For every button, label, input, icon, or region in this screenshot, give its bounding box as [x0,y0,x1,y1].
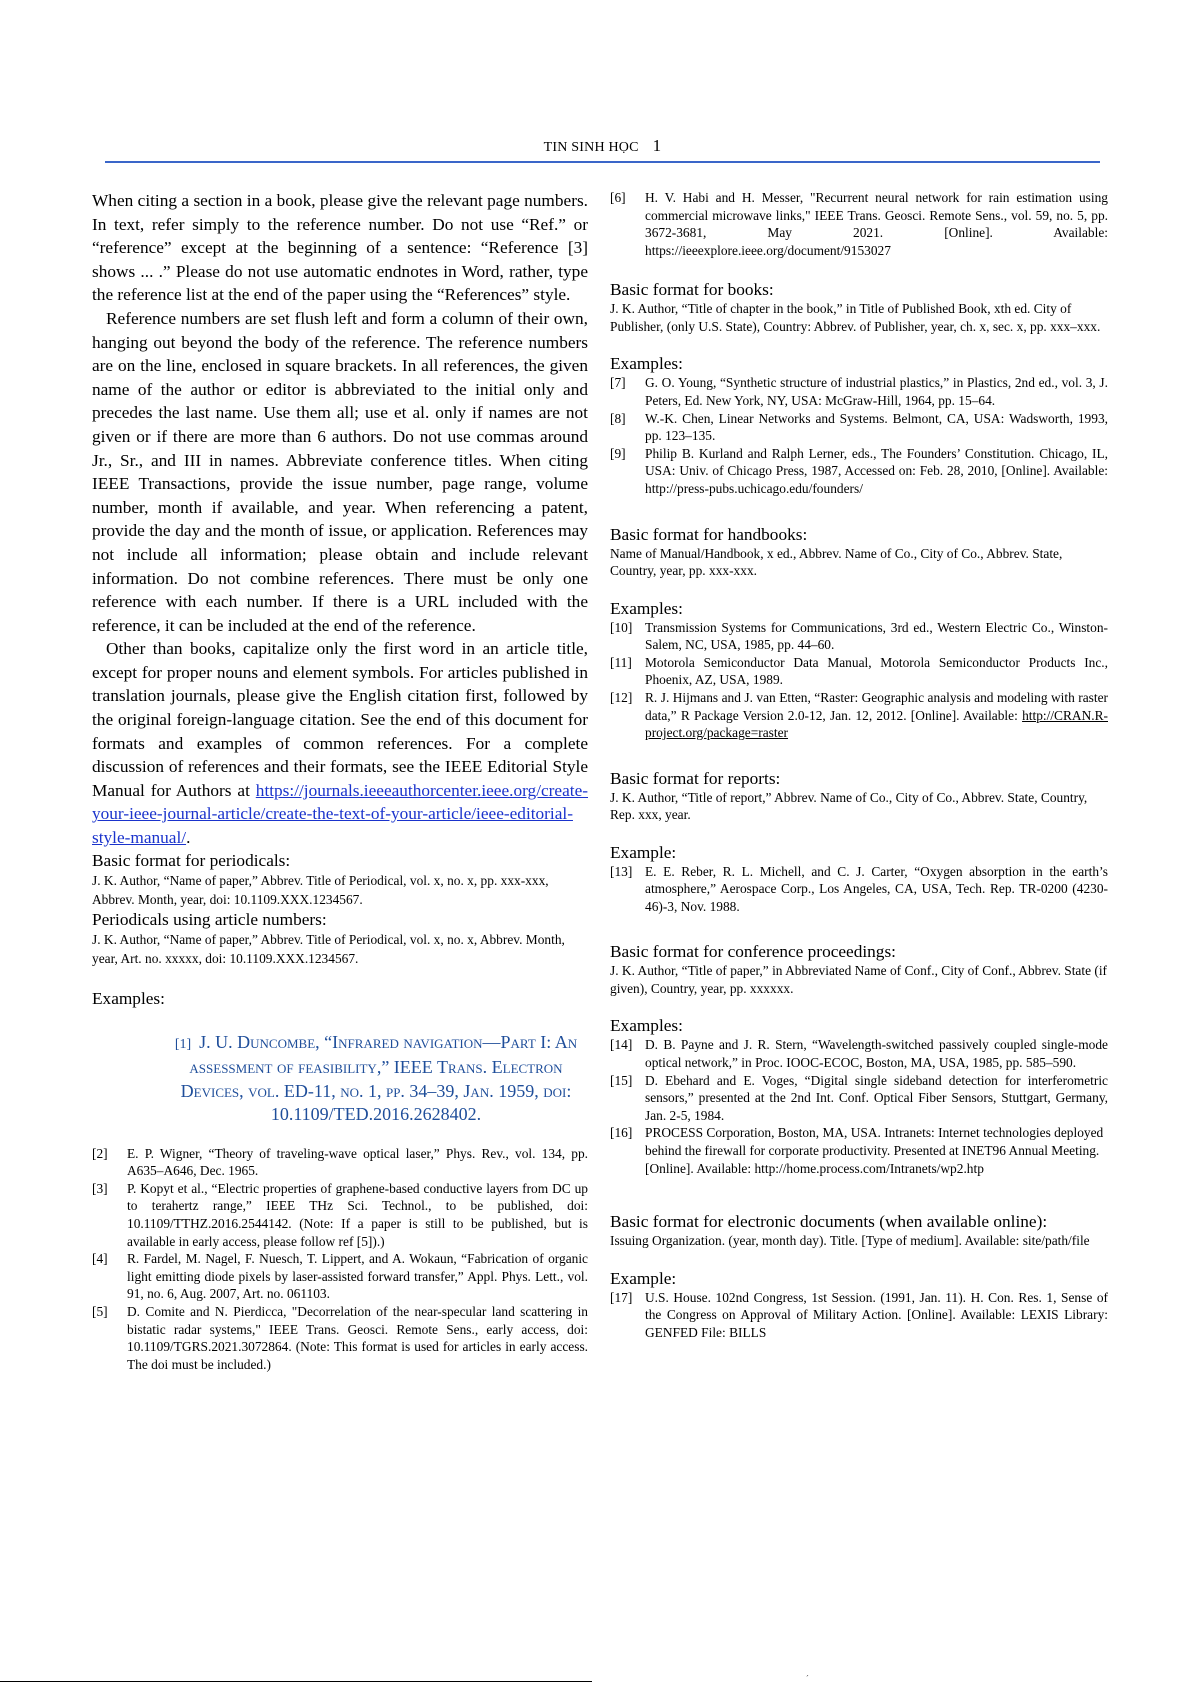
books-format: J. K. Author, “Title of chapter in the book,” in Title of Published Book, xth ed. City of Publisher, (only U.S. State), Country: Abbrev. of Publisher, year, ch. x, sec. x, pp. xxx–xxx. [610,301,1101,334]
ref-text: E. P. Wigner, “Theory of traveling-wave optical laser,” Phys. Rev., vol. 134, pp. A635–A646, Dec. 1965. [127,1145,588,1179]
reference-item [610,1072,1108,1125]
periodical-reference-list [92,1145,588,1374]
ref-number: [13] [610,863,633,879]
ref-text: Motorola Semiconductor Data Manual, Motorola Semiconductor Products Inc., Phoenix, AZ, USA, 1989. [645,654,1108,688]
running-header [105,136,1100,156]
book-reference-list [610,374,1108,497]
reports-example-heading: Example: [610,842,677,862]
body-paragraph-3 [92,637,588,849]
ref-text: W.-K. Chen, Linear Networks and Systems. Belmont, CA, USA: Wadsworth, 1993, pp. 123–135. [645,410,1108,444]
reference-list-continued [610,189,1108,259]
electronic-documents-example-heading: Example: [610,1268,677,1288]
journal-title: TIN SINH HỌC [543,140,639,155]
reference-item [610,689,1108,742]
ref-number: [8] [610,410,626,426]
article-numbers-heading: Periodicals using article numbers: [92,909,327,929]
ref-text: D. B. Payne and J. R. Stern, “Wavelength-switched passively coupled single-mode optical network,” in Proc. IOOC-ECOC, Boston, MA, USA, 1985, pp. 585–590. [645,1037,1108,1071]
ref-text: H. V. Habi and H. Messer, "Recurrent neural network for rain estimation using commercial microwave links," IEEE Trans. Geosci. Remote Sens., vol. 59, no. 5, pp. 3672-3681, May 2021. [Online]. Available: https://ieeexplore.ieee.org/document/9153027 [645,190,1108,258]
report-reference-list [610,863,1108,916]
periodicals-heading: Basic format for periodicals: [92,850,291,870]
periodicals-examples-heading: Examples: [92,988,165,1008]
ref-number: [4] [92,1251,108,1267]
conference-format: J. K. Author, “Title of paper,” in Abbreviated Name of Conf., City of Conf., Abbrev. State (if given), Country, year, pp. xxxxxx. [610,963,1108,996]
reference-item [610,654,1108,689]
reference-item [610,1289,1108,1342]
reference-item [610,1124,1108,1177]
reference-item [610,445,1108,498]
ref-number: [10] [610,619,633,635]
reports-heading: Basic format for reports: [610,768,781,788]
ref-text: J. U. Duncombe, “Infrared navigation—Part I: An assessment of feasibility,” IEEE Trans. Electron Devices, vol. ED-11, no. 1, pp. 34–39, Jan. 1959, doi: 10.1109/TED.2016.2628402. [180,1031,578,1125]
reference-item [610,1036,1108,1071]
handbooks-heading: Basic format for handbooks: [610,524,808,544]
ref-number: [16] [610,1125,633,1141]
body-paragraph-1: When citing a section in a book, please give the relevant page numbers. In text, refer simply to the reference number. Do not use “Ref.” or “reference” except at the beginning of a sentence: “Reference [3] shows ... .” Please do not use automatic endnotes in Word, rather, type the reference list at the end of the paper using the “References” style. [92,191,588,305]
handbooks-examples-heading: Examples: [610,598,683,618]
books-examples-heading: Examples: [610,354,683,374]
ref-text: G. O. Young, “Synthetic structure of industrial plastics,” in Plastics, 2nd ed., vol. 3, J. Peters, Ed. New York, NY, USA: McGraw-Hill, 1964, pp. 15–64. [645,375,1108,408]
ref-text: PROCESS Corporation, Boston, MA, USA. Intranets: Internet technologies deployed behind the firewall for corporate productivity. Presented at INET96 Annual Meeting. [Online]. Available: http://home.process.com/Intranets/wp2.htp [645,1125,1104,1176]
footer-tick-mark: ˊ [806,1674,809,1683]
ref-number: [6] [610,190,626,205]
right-column [610,189,1108,1342]
ieee-style-manual-link[interactable]: https://journals.ieeeauthorcenter.ieee.org/create-your-ieee-journal-article/create-the-text-of-your-article/ieee-editorial-style-manual/ [92,780,588,848]
conference-heading: Basic format for conference proceedings: [610,942,896,962]
footer-rule [0,1681,592,1682]
ref-number: [11] [610,654,632,670]
electronic-reference-list [610,1289,1108,1342]
ref-text: U.S. House. 102nd Congress, 1st Session. (1991, Jan. 11). H. Con. Res. 1, Sense of the Congress on Approval of Military Action. [Online]. Available: LEXIS Library: GENFED File: BILLS [645,1289,1108,1340]
reference-item [610,410,1108,445]
ref-number: [9] [610,445,626,461]
ref-number: [5] [92,1303,108,1319]
ref-number: [7] [610,375,626,391]
reference-item [92,1145,588,1180]
ref-number: [1] [174,1036,192,1052]
ref-text: P. Kopyt et al., “Electric properties of graphene-based conductive layers from DC up to terahertz range,” IEEE THz Sci. Technol., to be published, doi: 10.1109/TTHZ.2016.2544142. (Note: If a paper is still to be published, but is available in early access, please follow ref [5]).) [127,1180,588,1249]
conference-reference-list [610,1036,1108,1177]
ref-text: R. J. Hijmans and J. van Etten, “Raster: Geographic analysis and modeling with raster data,” R Package Version 2.0-12, Jan. 12, 2012. [Online]. Available: [645,689,1108,723]
handbook-reference-list [610,619,1108,742]
ref-text: Transmission Systems for Communications, 3rd ed., Western Electric Co., Winston-Salem, NC, USA, 1985, pp. 44–60. [645,619,1108,653]
ref-text: Philip B. Kurland and Ralph Lerner, eds., The Founders’ Constitution. Chicago, IL, USA: Univ. of Chicago Press, 1987, Accessed on: Feb. 28, 2010, [Online]. Available: http://press-pubs.uchicago.edu/founders/ [645,445,1108,496]
periodicals-format: J. K. Author, “Name of paper,” Abbrev. Title of Periodical, vol. x, no. x, pp. xxx-xxx, Abbrev. Month, year, doi: 10.1109.XXX.1234567. [92,872,549,907]
left-column [92,189,588,1373]
ref-number: [3] [92,1180,108,1196]
reference-item [92,1180,588,1250]
body-paragraph-2: Reference numbers are set flush left and form a column of their own, hanging out beyond the body of the reference. The reference numbers are on the line, enclosed in square brackets. In all references, the given name of the author or editor is abbreviated to the initial only and precedes the last name. Use them all; use et al. only if names are not given or if there are more than 6 authors. Do not use commas around Jr., Sr., and III in names. Abbreviate conference titles. When citing IEEE Transactions, provide the issue number, page range, volume number, month if available, and year. When referencing a patent, provide the day and the month of issue, or application. References may not include all information; please obtain and include relevant information. Do not combine references. There must be only one reference with each number. If there is a URL included with the reference, it can be included at the end of the reference. [92,308,588,635]
electronic-documents-heading: Basic format for electronic documents (when available online): [610,1212,1048,1232]
reference-item [92,1303,588,1373]
ref-number: [17] [610,1289,633,1305]
body-paragraph-3-text: Other than books, capitalize only the first word in an article title, except for proper nouns and element symbols. For articles published in translation journals, please give the English citation first, followed by the original foreign-language citation. See the end of this document for formats and examples of common references. For a complete discussion of references and their formats, see the IEEE Editorial Style Manual for Authors at [92,639,588,800]
reference-item [610,863,1108,916]
ref-text: D. Ebehard and E. Voges, “Digital single sideband detection for interferometric sensors,” presented at the 2nd Int. Conf. Optical Fiber Sensors, Stuttgart, Germany, Jan. 2-5, 1984. [645,1072,1108,1123]
ref-text: D. Comite and N. Pierdicca, "Decorrelation of the near-specular land scattering in bistatic radar systems," IEEE Trans. Geosci. Remote Sens., early access, doi: 10.1109/TGRS.2021.3072864. (Note: This format is used for articles in early access. The doi must be included.) [127,1303,588,1372]
reference-item [610,374,1108,409]
reference-item [92,1250,588,1303]
page-number: 1 [652,136,662,155]
reports-format: J. K. Author, “Title of report,” Abbrev. Name of Co., City of Co., Abbrev. State, Country, Rep. xxx, year. [610,789,1088,823]
reference-item [610,189,1108,259]
ref-number: [15] [610,1072,633,1088]
books-heading: Basic format for books: [610,280,774,300]
article-numbers-format: J. K. Author, “Name of paper,” Abbrev. Title of Periodical, vol. x, no. x, Abbrev. Month, year, Art. no. xxxxx, doi: 10.1109.XXX.1234567. [92,931,565,966]
header-rule [105,161,1100,163]
featured-reference-1 [92,1031,588,1127]
handbooks-format: Name of Manual/Handbook, x ed., Abbrev. Name of Co., City of Co., Abbrev. State, Country, year, pp. xxx-xxx. [610,545,1063,579]
cran-raster-link[interactable]: http://CRAN.R-project.org/package=raster [645,707,1108,741]
ref-number: [14] [610,1037,633,1053]
reference-item [610,619,1108,654]
ref-number: [2] [92,1145,108,1161]
ref-text: E. E. Reber, R. L. Michell, and C. J. Carter, “Oxygen absorption in the earth’s atmosphere,” Aerospace Corp., Los Angeles, CA, USA, Tech. Rep. TR-0200 (4230-46)-3, Nov. 1988. [645,863,1108,914]
conference-examples-heading: Examples: [610,1016,683,1036]
electronic-documents-format: Issuing Organization. (year, month day). Title. [Type of medium]. Available: site/path/file [610,1233,1090,1249]
ref-number: [12] [610,689,633,705]
body-paragraph-3-end: . [186,828,191,848]
ref-text: R. Fardel, M. Nagel, F. Nuesch, T. Lippert, and A. Wokaun, “Fabrication of organic light emitting diode pixels by laser-assisted forward transfer,” Appl. Phys. Lett., vol. 91, no. 6, Aug. 2007, Art. no. 061103. [127,1251,588,1302]
